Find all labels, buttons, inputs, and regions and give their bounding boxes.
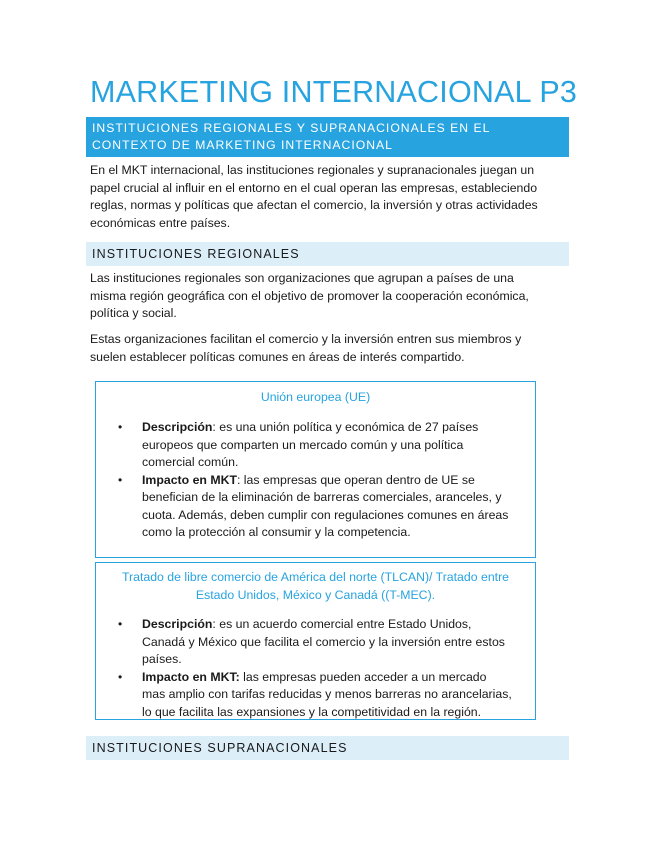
item-text: europeos que comparten un mercado común y una política bbox=[142, 437, 464, 452]
item-text: lo que facilita las expansiones y la competitividad en la región. bbox=[142, 704, 482, 719]
item-label: Descripción bbox=[142, 617, 213, 631]
item-label: Impacto en MKT: bbox=[142, 669, 240, 684]
text-line: económicas entre países. bbox=[90, 215, 231, 230]
item-text: Canadá y México que facilita el comercio y la inversión entre estos bbox=[142, 634, 505, 649]
section-heading-instituciones-contexto bbox=[86, 117, 569, 157]
item-text: mas amplio con tarifas reducidas y menos barreras no arancelarias, bbox=[142, 687, 512, 701]
item-text: : es una unión política y económica de 27 países bbox=[212, 420, 479, 434]
list-item bbox=[96, 472, 508, 542]
item-text: las empresas pueden acceder a un mercado bbox=[239, 669, 487, 684]
callout-list bbox=[96, 419, 508, 542]
text-line: En el MKT internacional, las instituciones regionales y supranacionales juegan un bbox=[90, 163, 535, 177]
text-line: misma región geográfica con el objetivo de promover la cooperación económica, bbox=[90, 288, 529, 303]
callout-title-line: Estado Unidos, México y Canadá ((T-MEC). bbox=[195, 587, 436, 602]
text-line: suelen establecer políticas comunes en áreas de interés compartido. bbox=[90, 349, 465, 364]
section-heading-supranacionales: INSTITUCIONES SUPRANACIONALES bbox=[86, 736, 569, 760]
list-item bbox=[96, 419, 508, 472]
item-text: comercial común. bbox=[142, 455, 239, 469]
text-line: Estas organizaciones facilitan el comercio y la inversión entren sus miembros y bbox=[90, 332, 522, 346]
list-item bbox=[96, 669, 512, 722]
bullet-icon: • bbox=[118, 472, 123, 487]
item-text: : las empresas que operan dentro de UE se bbox=[236, 472, 475, 487]
bullet-icon: • bbox=[118, 420, 123, 434]
text-line: Las instituciones regionales son organizaciones que agrupan a países de una bbox=[90, 271, 514, 285]
item-label: Impacto en MKT bbox=[142, 472, 237, 487]
text-line: papel crucial al influir en el entorno en el cual operan las empresas, estableciendo bbox=[90, 180, 538, 195]
callout-title bbox=[96, 569, 535, 604]
regionales-paragraph-1 bbox=[90, 270, 570, 323]
page-title: MARKETING INTERNACIONAL P3 bbox=[90, 75, 578, 109]
intro-paragraph bbox=[90, 162, 570, 232]
heading-line: CONTEXTO DE MARKETING INTERNACIONAL bbox=[92, 138, 393, 152]
heading-line: INSTITUCIONES REGIONALES Y SUPRANACIONALES EN EL bbox=[92, 121, 491, 135]
regionales-paragraph-2 bbox=[90, 331, 570, 366]
callout-title-line: Tratado de libre comercio de América del norte (TLCAN)/ Tratado entre bbox=[121, 570, 510, 584]
callout-box-tlcan bbox=[95, 562, 536, 720]
callout-title bbox=[96, 389, 535, 407]
list-item bbox=[96, 616, 512, 669]
callout-title-line: Unión europea (UE) bbox=[260, 390, 371, 404]
item-text: : es un acuerdo comercial entre Estado Unidos, bbox=[212, 617, 472, 631]
callout-list bbox=[96, 616, 512, 721]
bullet-icon: • bbox=[118, 669, 123, 684]
item-text: benefician de la eliminación de barreras comerciales, aranceles, y bbox=[142, 490, 502, 504]
bullet-icon: • bbox=[118, 617, 123, 631]
item-text: como la protección al consumir y la competencia. bbox=[142, 525, 411, 539]
text-line: política y social. bbox=[90, 306, 177, 320]
item-text: cuota. Además, deben cumplir con regulaciones comunes en áreas bbox=[142, 507, 509, 522]
section-heading-regionales: INSTITUCIONES REGIONALES bbox=[86, 242, 569, 266]
item-label: Descripción bbox=[142, 420, 213, 434]
item-text: países. bbox=[142, 652, 182, 666]
text-line: reglas, normas y políticas que afectan el comercio, la inversión y otras actividades bbox=[90, 198, 538, 212]
callout-box-ue bbox=[95, 381, 536, 558]
